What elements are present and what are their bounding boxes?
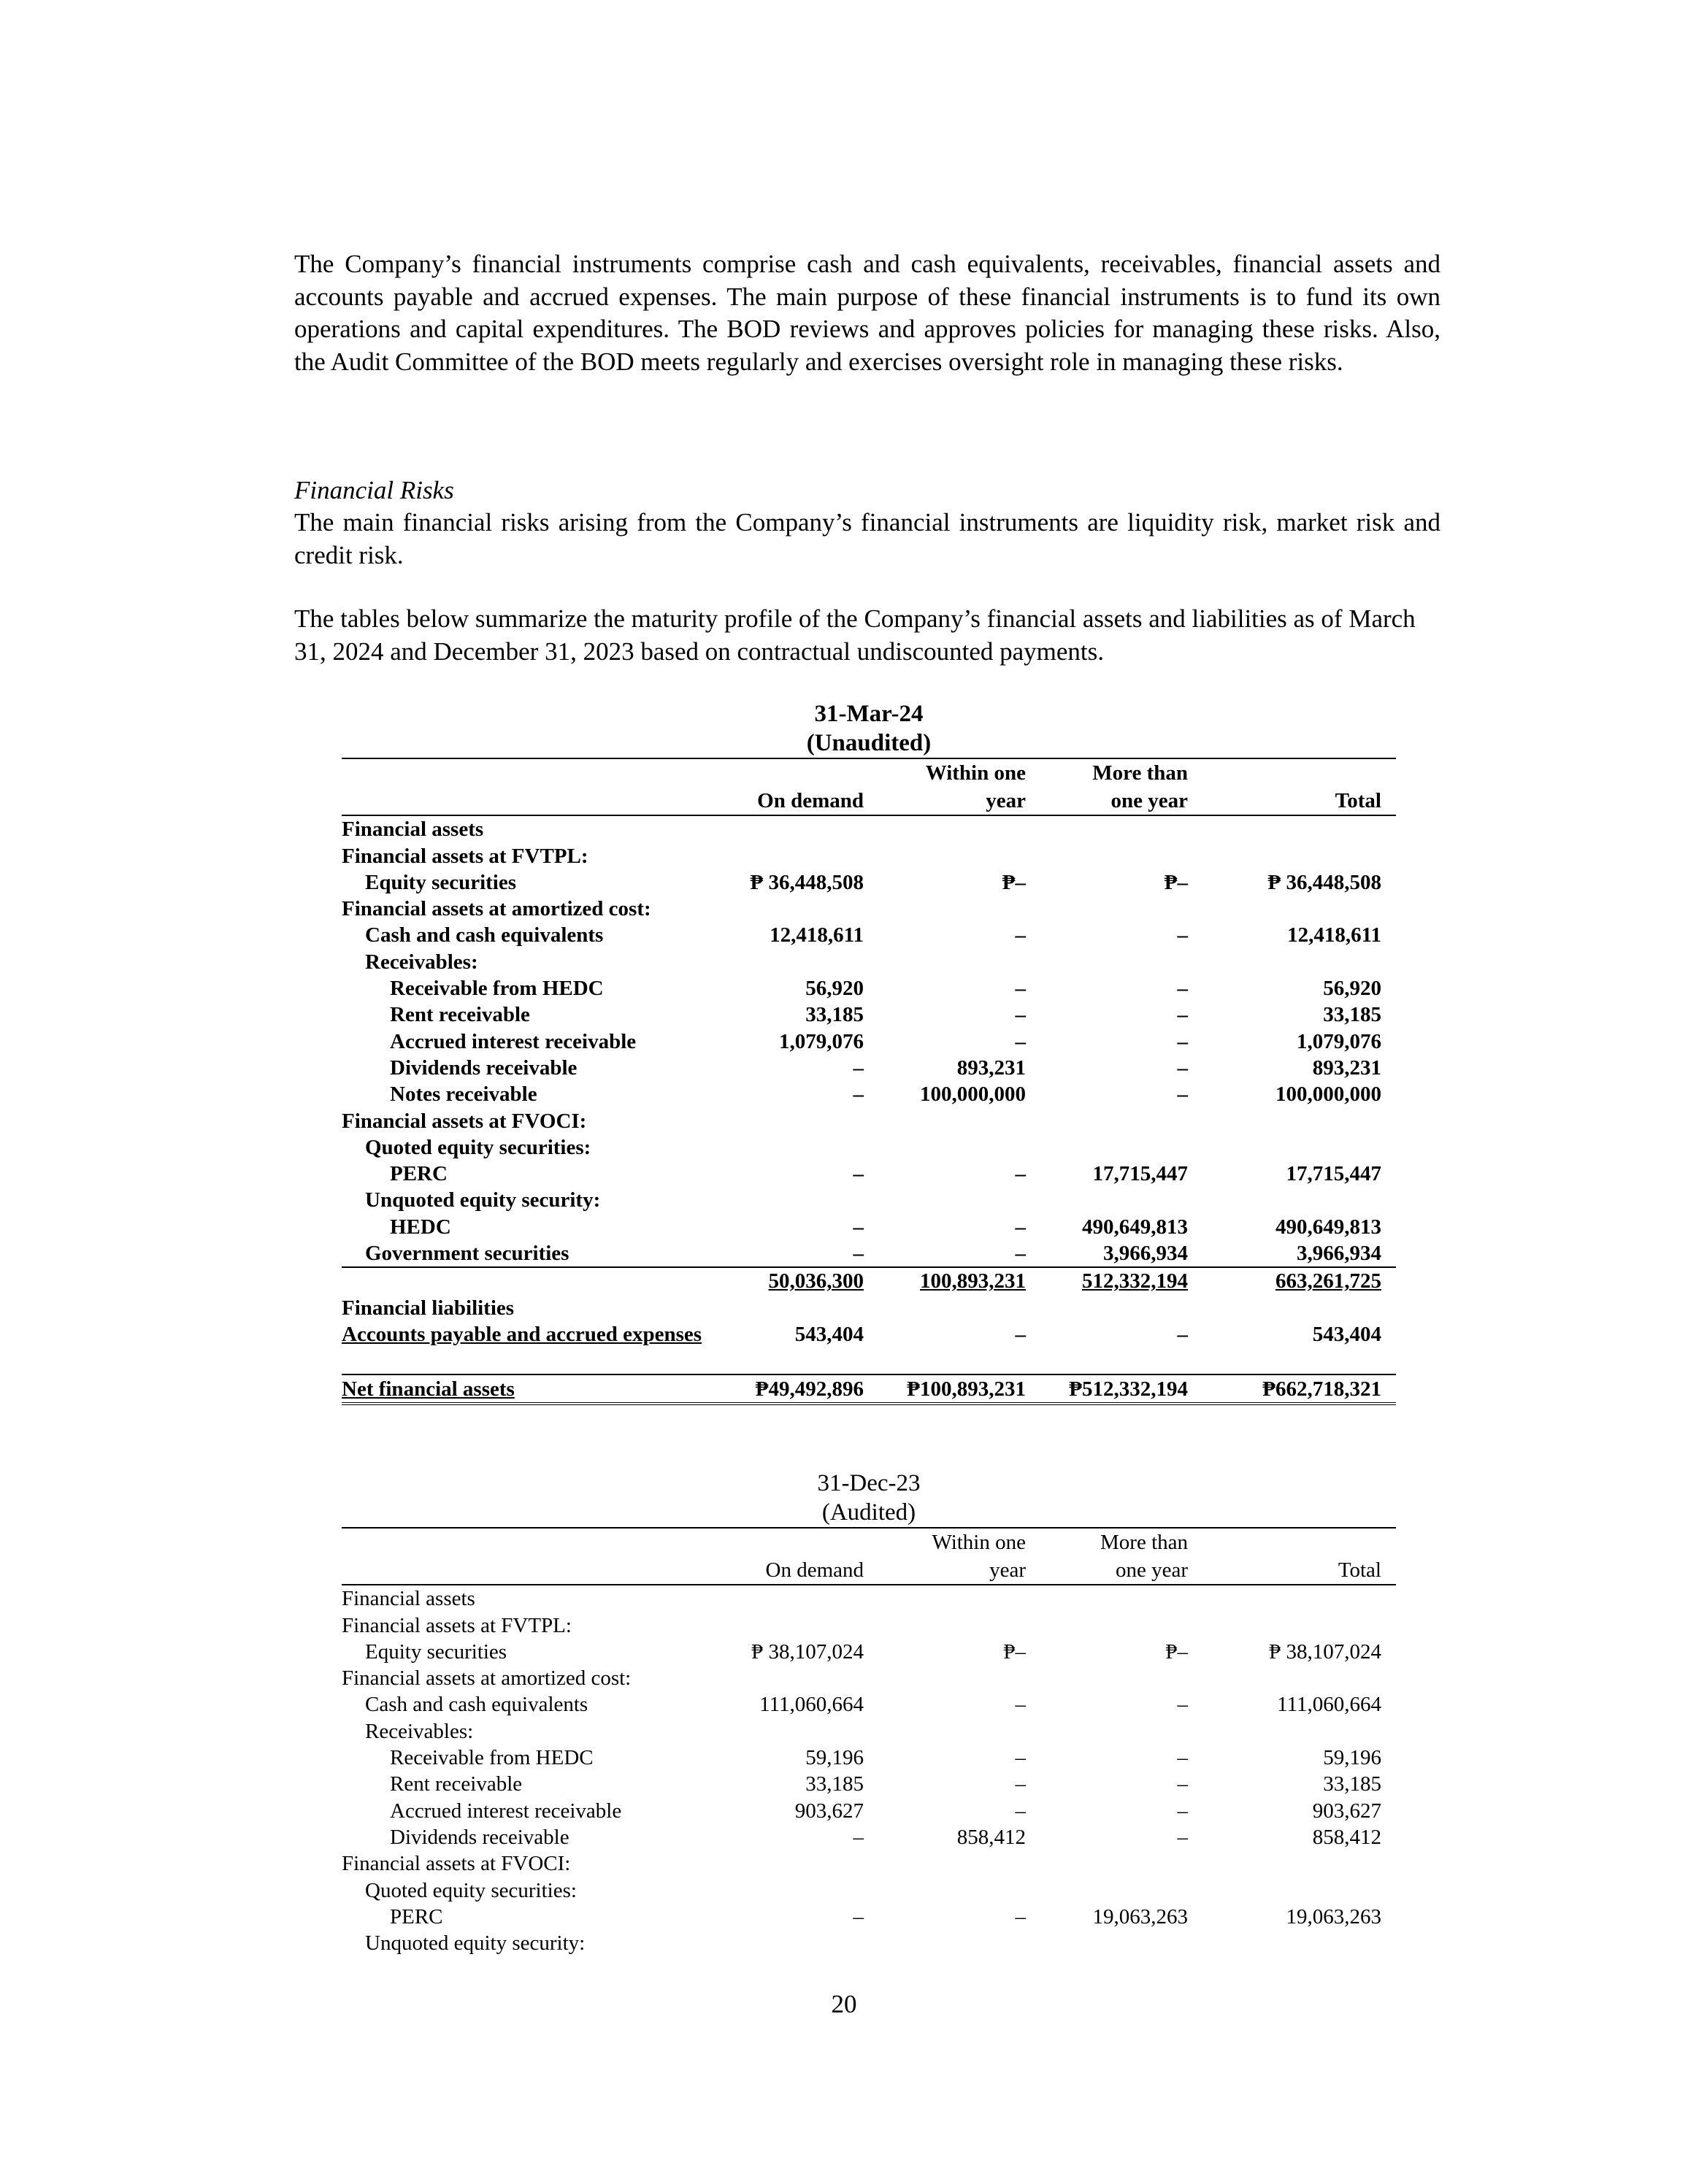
row-value-col-4 xyxy=(1202,896,1396,922)
row-label: Financial assets xyxy=(342,1587,475,1611)
row-label: PERC xyxy=(390,1162,448,1186)
row-value-col-4: 3,966,934 xyxy=(1202,1240,1396,1267)
table-row xyxy=(342,922,1396,948)
row-value-col-1: – xyxy=(853,1825,864,1849)
row-value-col-3: ₱– xyxy=(1164,870,1188,894)
row-value-col-2: – xyxy=(1015,1904,1026,1929)
row-label: Government securities xyxy=(342,1240,747,1267)
row-value-col-4 xyxy=(1202,842,1396,869)
row-value-col-3 xyxy=(1040,1850,1202,1877)
row-value-col-1: ₱ 36,448,508 xyxy=(750,870,864,894)
row-value-col-2 xyxy=(878,842,1040,869)
row-label: Financial assets at FVTPL: xyxy=(342,1613,572,1637)
table-row xyxy=(342,1612,1396,1638)
table-row xyxy=(342,1665,1396,1691)
row-value-col-2: – xyxy=(1015,1003,1026,1027)
table-row xyxy=(342,869,1396,896)
row-value-col-4: 903,627 xyxy=(1312,1799,1381,1823)
maturity-table-2024 xyxy=(342,758,1396,1405)
table-row xyxy=(342,1718,1396,1744)
row-value-col-4: 1,079,076 xyxy=(1297,1029,1381,1053)
table-2024-subtitle: (Unaudited) xyxy=(806,730,932,756)
table-header-row-2 xyxy=(342,1556,1396,1585)
row-value-col-1 xyxy=(747,1665,878,1691)
row-label: Rent receivable xyxy=(390,1772,523,1796)
table-row xyxy=(342,896,1396,922)
row-value-col-1: 903,627 xyxy=(794,1799,864,1823)
table-row xyxy=(342,1797,1396,1823)
row-value-col-3: – xyxy=(1177,1003,1188,1027)
header-one-year: one year xyxy=(1040,787,1202,815)
row-value-col-2 xyxy=(878,948,1040,974)
liabilities-heading: Financial liabilities xyxy=(342,1296,515,1320)
row-value-col-3 xyxy=(1040,815,1202,842)
table-row xyxy=(342,1824,1396,1850)
table-row xyxy=(342,1691,1396,1718)
row-label: Cash and cash equivalents xyxy=(365,923,604,947)
row-value-col-3: ₱– xyxy=(1165,1639,1188,1664)
row-value-col-1 xyxy=(747,1187,878,1213)
row-value-col-4: 19,063,263 xyxy=(1286,1904,1381,1929)
liabilities-within-one: – xyxy=(1015,1322,1026,1346)
row-label: HEDC xyxy=(390,1215,451,1239)
table-row xyxy=(342,1639,1396,1665)
row-value-col-2 xyxy=(878,1930,1040,1956)
table-row xyxy=(342,1877,1396,1903)
row-label: Notes receivable xyxy=(390,1083,537,1107)
row-value-col-2: 100,000,000 xyxy=(920,1083,1026,1107)
row-value-col-2 xyxy=(878,1107,1040,1134)
row-value-col-4: 33,185 xyxy=(1323,1772,1381,1796)
row-value-col-2 xyxy=(878,1187,1040,1213)
header-within-one: Within one xyxy=(878,758,1040,787)
table-row xyxy=(342,1001,1396,1028)
row-value-col-4: 100,000,000 xyxy=(1275,1083,1381,1107)
net-more-than: ₱512,332,194 xyxy=(1040,1374,1202,1403)
row-value-col-4: 59,196 xyxy=(1323,1746,1381,1770)
table-row xyxy=(342,1161,1396,1187)
page-number: 20 xyxy=(831,1990,857,2018)
row-label: Receivable from HEDC xyxy=(390,1746,594,1770)
row-value-col-4 xyxy=(1202,948,1396,974)
spacer-row xyxy=(342,1347,1396,1374)
table-row xyxy=(342,1850,1396,1877)
row-value-col-4 xyxy=(1202,1877,1396,1903)
financial-risks-paragraph: The main financial risks arising from the Company’s financial instruments are liquidity risk, market risk and credit risk. xyxy=(294,508,1440,569)
table-2024-title: 31-Mar-24 xyxy=(814,701,924,727)
header-one-year: one year xyxy=(1040,1556,1202,1585)
row-value-col-2 xyxy=(878,1134,1040,1161)
liabilities-row xyxy=(342,1321,1396,1347)
liabilities-more-than: – xyxy=(1177,1322,1188,1346)
row-value-col-3 xyxy=(1040,1665,1202,1691)
row-label: Accrued interest receivable xyxy=(390,1799,622,1823)
row-label: Equity securities xyxy=(365,870,517,894)
table-row xyxy=(342,1055,1396,1081)
table-2023-subtitle: (Audited) xyxy=(821,1499,916,1526)
row-value-col-3: – xyxy=(1177,1029,1188,1053)
net-label: Net financial assets xyxy=(342,1374,747,1403)
table-2024 xyxy=(342,758,1396,1405)
header-total: Total xyxy=(1202,1556,1396,1585)
table-row xyxy=(342,1930,1396,1956)
row-value-col-1 xyxy=(747,1930,878,1956)
row-value-col-4 xyxy=(1202,1134,1396,1161)
row-value-col-2: – xyxy=(878,1240,1040,1267)
row-value-col-4 xyxy=(1202,1850,1396,1877)
table-row xyxy=(342,1134,1396,1161)
row-value-col-1: – xyxy=(853,1083,864,1107)
net-within-one: ₱100,893,231 xyxy=(878,1374,1040,1403)
row-label: Financial assets at amortized cost: xyxy=(342,1666,632,1691)
liabilities-heading-row xyxy=(342,1294,1396,1320)
row-value-col-3: 17,715,447 xyxy=(1092,1162,1188,1186)
row-label: Equity securities xyxy=(365,1639,507,1664)
header-year: year xyxy=(878,787,1040,815)
subtotal-row xyxy=(342,1267,1396,1294)
row-value-col-4 xyxy=(1202,1930,1396,1956)
table-header-row-1 xyxy=(342,1528,1396,1556)
table-row xyxy=(342,948,1396,974)
liabilities-label: Accounts payable and accrued expenses xyxy=(342,1322,702,1346)
header-year: year xyxy=(878,1556,1040,1585)
row-value-col-4: 33,185 xyxy=(1323,1003,1381,1027)
row-value-col-3 xyxy=(1040,1930,1202,1956)
maturity-table-2023 xyxy=(342,1527,1396,1956)
row-value-col-4: 490,649,813 xyxy=(1275,1215,1381,1239)
row-label: Financial assets at FVOCI: xyxy=(342,1852,571,1876)
net-on-demand: ₱49,492,896 xyxy=(747,1374,878,1403)
row-value-col-3: – xyxy=(1177,923,1188,947)
liabilities-total: 543,404 xyxy=(1312,1322,1381,1346)
row-value-col-1 xyxy=(747,815,878,842)
row-value-col-3: – xyxy=(1177,1746,1188,1770)
row-value-col-2: 858,412 xyxy=(956,1825,1026,1849)
row-value-col-2: ₱– xyxy=(1002,870,1026,894)
row-value-col-2: – xyxy=(1015,1215,1026,1239)
row-value-col-3 xyxy=(1040,1134,1202,1161)
row-value-col-3: – xyxy=(1177,977,1188,1001)
row-value-col-3: 19,063,263 xyxy=(1092,1904,1188,1929)
row-value-col-2 xyxy=(878,1612,1040,1638)
row-value-col-4 xyxy=(1202,1718,1396,1744)
table-row xyxy=(342,1904,1396,1930)
row-value-col-1: 33,185 xyxy=(805,1003,864,1027)
row-value-col-1 xyxy=(747,1612,878,1638)
row-value-col-2: – xyxy=(1015,1746,1026,1770)
row-value-col-4 xyxy=(1202,1107,1396,1134)
row-label: Cash and cash equivalents xyxy=(365,1693,588,1717)
row-value-col-2 xyxy=(878,896,1040,922)
row-value-col-3 xyxy=(1040,1187,1202,1213)
row-value-col-1 xyxy=(747,1718,878,1744)
row-value-col-1 xyxy=(747,1850,878,1877)
table-row xyxy=(342,1028,1396,1054)
row-value-col-1 xyxy=(747,948,878,974)
row-label: Financial assets at FVTPL: xyxy=(342,844,588,868)
row-value-col-4 xyxy=(1202,815,1396,842)
header-within-one: Within one xyxy=(878,1528,1040,1556)
row-value-col-4 xyxy=(1202,1585,1396,1612)
row-value-col-2: – xyxy=(1015,1693,1026,1717)
table-row xyxy=(342,1187,1396,1213)
row-value-col-3 xyxy=(1040,1877,1202,1903)
row-value-col-1: 12,418,611 xyxy=(770,923,864,947)
row-label: Financial assets at FVOCI: xyxy=(342,1109,587,1133)
table-row xyxy=(342,1081,1396,1107)
table-row xyxy=(342,1771,1396,1797)
row-value-col-3 xyxy=(1040,1107,1202,1134)
row-value-col-2: – xyxy=(1015,1029,1026,1053)
table-row xyxy=(342,975,1396,1001)
liabilities-on-demand: 543,404 xyxy=(794,1322,864,1346)
row-label: Financial assets at amortized cost: xyxy=(342,897,651,921)
row-value-col-3: – xyxy=(1177,1083,1188,1107)
row-value-col-4: 12,418,611 xyxy=(1287,923,1381,947)
row-value-col-1: 59,196 xyxy=(805,1746,864,1770)
row-value-col-1: – xyxy=(853,1162,864,1186)
row-value-col-4: ₱ 36,448,508 xyxy=(1267,870,1381,894)
row-value-col-2: – xyxy=(1015,1162,1026,1186)
row-value-col-1 xyxy=(747,1134,878,1161)
row-value-col-4: ₱ 38,107,024 xyxy=(1269,1639,1381,1664)
row-value-col-2 xyxy=(878,1718,1040,1744)
row-value-col-2 xyxy=(878,815,1040,842)
table-header-row-2 xyxy=(342,787,1396,815)
tables-intro-paragraph: The tables below summarize the maturity profile of the Company’s financial assets and liabilities as of March 31, 2024 and December 31, 2023 based on contractual undiscounted payments. xyxy=(294,604,1416,666)
row-label: Quoted equity securities: xyxy=(365,1135,591,1159)
row-value-col-1 xyxy=(747,1107,878,1134)
row-label: Receivables: xyxy=(365,950,478,974)
row-value-col-3: – xyxy=(1177,1799,1188,1823)
row-value-col-1 xyxy=(747,842,878,869)
subtotal-total: 663,261,725 xyxy=(1202,1267,1396,1294)
row-value-col-4 xyxy=(1202,1665,1396,1691)
subtotal-more-than: 512,332,194 xyxy=(1040,1267,1202,1294)
row-value-col-3: 490,649,813 xyxy=(1082,1215,1188,1239)
row-value-col-2: – xyxy=(1015,977,1026,1001)
row-value-col-1: 1,079,076 xyxy=(779,1029,864,1053)
row-value-col-1 xyxy=(747,896,878,922)
header-more-than: More than xyxy=(1040,1528,1202,1556)
row-value-col-1: 56,920 xyxy=(805,977,864,1001)
row-label: Dividends receivable xyxy=(390,1825,569,1849)
row-value-col-1: ₱ 38,107,024 xyxy=(751,1639,864,1664)
table-row xyxy=(342,815,1396,842)
row-value-col-1 xyxy=(747,1877,878,1903)
row-label: Quoted equity securities: xyxy=(365,1878,577,1902)
row-label: Rent receivable xyxy=(390,1003,530,1027)
row-value-col-4: 858,412 xyxy=(1312,1825,1381,1849)
row-value-col-1: 33,185 xyxy=(805,1772,864,1796)
row-value-col-2 xyxy=(878,1877,1040,1903)
row-value-col-1: – xyxy=(853,1215,864,1239)
row-value-col-2 xyxy=(878,1585,1040,1612)
header-on-demand: On demand xyxy=(747,787,878,815)
row-value-col-4 xyxy=(1202,1612,1396,1638)
row-value-col-3 xyxy=(1040,896,1202,922)
table-row xyxy=(342,842,1396,869)
row-value-col-4: 17,715,447 xyxy=(1286,1162,1381,1186)
row-value-col-3: – xyxy=(1177,1825,1188,1849)
net-total: ₱662,718,321 xyxy=(1202,1374,1396,1403)
row-value-col-2 xyxy=(878,1665,1040,1691)
row-value-col-3 xyxy=(1040,948,1202,974)
table-2023-title: 31-Dec-23 xyxy=(817,1470,921,1496)
row-value-col-2: – xyxy=(1015,1799,1026,1823)
row-value-col-4: 56,920 xyxy=(1323,977,1381,1001)
row-label: PERC xyxy=(390,1904,443,1929)
table-header-row-1 xyxy=(342,758,1396,787)
table-row xyxy=(342,1107,1396,1134)
row-label: Financial assets xyxy=(342,818,484,842)
row-value-col-4: 893,231 xyxy=(1312,1056,1381,1080)
net-financial-assets-row xyxy=(342,1374,1396,1403)
row-label: Unquoted equity security: xyxy=(365,1188,601,1212)
row-value-col-1: – xyxy=(747,1240,878,1267)
financial-risks-heading: Financial Risks xyxy=(294,476,454,504)
row-value-col-3: – xyxy=(1177,1693,1188,1717)
intro-paragraph: The Company’s financial instruments comprise cash and cash equivalents, receivables, financial assets and accounts payable and accrued expenses. The main purpose of these financial instruments is to fund its own operations and capital expenditures. The BOD reviews and approves policies for managing these risks. Also, the Audit Committee of the BOD meets regularly and exercises oversight role in managing these risks. xyxy=(294,250,1440,376)
row-value-col-2: ₱– xyxy=(1003,1639,1026,1664)
row-value-col-2: – xyxy=(1015,1772,1026,1796)
row-value-col-3: – xyxy=(1177,1772,1188,1796)
table-row xyxy=(342,1213,1396,1239)
table-row xyxy=(342,1240,1396,1267)
row-value-col-2 xyxy=(878,1850,1040,1877)
row-value-col-1: – xyxy=(853,1056,864,1080)
row-value-col-3: 3,966,934 xyxy=(1040,1240,1202,1267)
row-label: Unquoted equity security: xyxy=(365,1931,586,1956)
subtotal-within-one: 100,893,231 xyxy=(878,1267,1040,1294)
row-value-col-1: – xyxy=(853,1904,864,1929)
row-value-col-3 xyxy=(1040,1718,1202,1744)
row-value-col-3 xyxy=(1040,1585,1202,1612)
header-total: Total xyxy=(1202,787,1396,815)
row-value-col-3 xyxy=(1040,1612,1202,1638)
row-value-col-3 xyxy=(1040,842,1202,869)
row-value-col-2: 893,231 xyxy=(956,1056,1026,1080)
table-row xyxy=(342,1585,1396,1612)
header-on-demand: On demand xyxy=(747,1556,878,1585)
row-value-col-1: 111,060,664 xyxy=(759,1693,864,1717)
row-value-col-3: – xyxy=(1177,1056,1188,1080)
subtotal-on-demand: 50,036,300 xyxy=(747,1267,878,1294)
row-value-col-2: – xyxy=(1015,923,1026,947)
row-value-col-1 xyxy=(747,1585,878,1612)
table-row xyxy=(342,1745,1396,1771)
row-label: Receivables: xyxy=(365,1719,474,1743)
table-2023 xyxy=(342,1527,1396,1956)
header-more-than: More than xyxy=(1040,758,1202,787)
row-label: Dividends receivable xyxy=(390,1056,578,1080)
row-label: Receivable from HEDC xyxy=(390,977,604,1001)
row-value-col-4: 111,060,664 xyxy=(1277,1693,1381,1717)
row-value-col-4 xyxy=(1202,1187,1396,1213)
row-label: Accrued interest receivable xyxy=(390,1029,637,1053)
